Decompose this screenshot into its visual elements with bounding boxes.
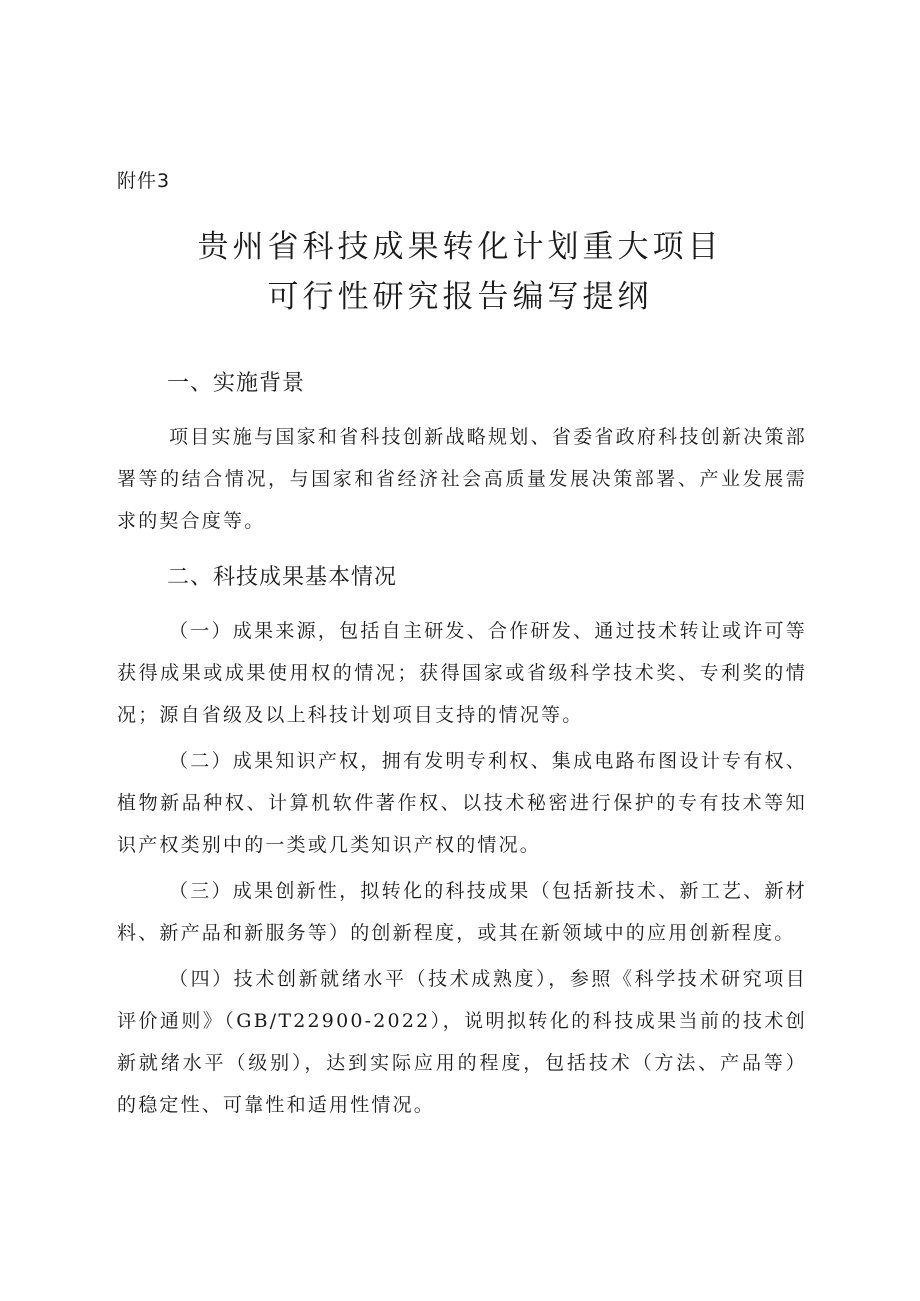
attachment-label: 附件3 <box>117 170 171 192</box>
section-heading-basic-info: 二、科技成果基本情况 <box>167 565 398 590</box>
title-line-1: 贵州省科技成果转化计划重大项目 <box>197 229 723 265</box>
document-title <box>0 222 920 322</box>
document-body <box>117 366 807 1130</box>
section-heading-background: 一、实施背景 <box>167 371 306 396</box>
paragraph-background: 项目实施与国家和省科技创新战略规划、省委省政府科技创新决策部署等的结合情况，与国家和省经济社会高质量发展决策部署、产业发展需求的契合度等。 <box>117 426 807 532</box>
paragraph-source: （一）成果来源，包括自主研发、合作研发、通过技术转让或许可等获得成果或成果使用权的情况；获得国家或省级科学技术奖、专利奖的情况；源自省级及以上科技计划项目支持的情况等。 <box>117 620 807 726</box>
paragraph-ip: （二）成果知识产权，拥有发明专利权、集成电路布图设计专有权、植物新品种权、计算机软件著作权、以技术秘密进行保护的专有技术等知识产权类别中的一类或几类知识产权的情况。 <box>117 750 807 856</box>
paragraph-innovation: （三）成果创新性，拟转化的科技成果（包括新技术、新工艺、新材料、新产品和新服务等）的创新程度，或其在新领域中的应用创新程度。 <box>117 880 807 944</box>
paragraph-readiness: （四）技术创新就绪水平（技术成熟度），参照《科学技术研究项目评价通则》（GB/T22900-2022），说明拟转化的科技成果当前的技术创新就绪水平（级别），达到实际应用的程度，包括技术（方法、产品等）的稳定性、可靠性和适用性情况。 <box>117 968 807 1116</box>
title-line-2: 可行性研究报告编写提纲 <box>267 279 653 315</box>
